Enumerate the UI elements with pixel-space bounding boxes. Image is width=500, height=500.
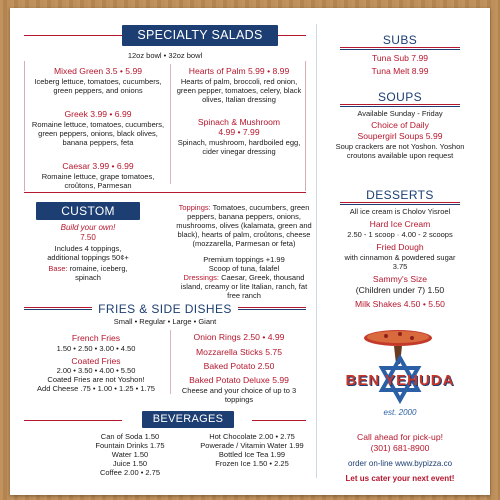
column-divider xyxy=(170,64,171,184)
phone-number[interactable]: (301) 681-8900 xyxy=(370,443,430,453)
custom-includes: Includes 4 toppings, additional toppings 50¢+ xyxy=(47,244,129,262)
custom-toppings xyxy=(176,203,312,248)
divider xyxy=(24,420,122,421)
divider xyxy=(340,104,460,107)
soups-note: Soup crackers are not Yoshon. Yoshon croutons available upon request xyxy=(335,142,465,160)
coated-fries-prices: 2.00 • 3.50 • 4.00 • 5.50 xyxy=(56,366,136,375)
baked-potato-title: Baked Potato 2.50 xyxy=(203,361,275,371)
fries-sizes: Small • Regular • Large • Giant xyxy=(113,317,217,326)
column-divider xyxy=(316,24,317,478)
baked-potato-deluxe-title: Baked Potato Deluxe 5.99 xyxy=(189,375,289,385)
divider xyxy=(278,35,306,36)
salad-spinach-price: 4.99 • 7.99 xyxy=(218,127,260,137)
salad-spinach-title: Spinach & Mushroom xyxy=(197,117,281,127)
custom-price: 7.50 xyxy=(80,233,96,242)
custom-dressings xyxy=(176,273,312,300)
salad-caesar-desc: Romaine lettuce, grape tomatoes, croûtons, Parmesan xyxy=(41,172,155,190)
custom-base-label: Base: xyxy=(48,264,68,273)
custom-toppings-label: Toppings: xyxy=(178,203,211,212)
beverage-item: Powerade / Vitamin Water 1.99 xyxy=(200,441,304,450)
custom-base xyxy=(36,264,140,282)
french-fries-prices: 1.50 • 2.50 • 3.00 • 4.50 xyxy=(56,344,136,353)
desserts-header: DESSERTS xyxy=(366,188,434,202)
salads-header: SPECIALTY SALADS xyxy=(122,25,278,46)
custom-base-text: romaine, iceberg, spinach xyxy=(67,264,128,282)
custom-scoop: Scoop of tuna, falafel xyxy=(208,264,280,273)
divider xyxy=(24,192,306,193)
soups-header: SOUPS xyxy=(377,90,422,104)
sammys-size-title: Sammy's Size xyxy=(372,274,428,284)
beverage-item: Water 1.50 xyxy=(111,450,149,459)
desserts-cholov: All ice cream is Cholov Yisroel xyxy=(349,207,451,216)
beverages-right xyxy=(194,432,310,468)
mozzarella-sticks-title: Mozzarella Sticks 5.75 xyxy=(196,347,282,357)
soups-availability: Available Sunday - Friday xyxy=(357,109,443,118)
beverage-item: Juice 1.50 xyxy=(112,459,148,468)
fried-dough-desc: with cinnamon & powdered sugar 3.75 xyxy=(344,253,456,271)
beverage-item: Fountain Drinks 1.75 xyxy=(95,441,165,450)
beverage-item: Bottled Ice Tea 1.99 xyxy=(218,450,286,459)
coated-fries-note: Coated Fries are not Yoshon! xyxy=(47,375,145,384)
salad-caesar-title: Caesar 3.99 • 6.99 xyxy=(62,161,134,171)
subs-header: SUBS xyxy=(382,33,418,47)
beverage-item: Frozen Ice 1.50 • 2.25 xyxy=(215,459,289,468)
salad-hearts-of-palm-desc: Hearts of palm, broccoli, red onion, green pepper, tomatoes, celery, black olives, Italian dressing xyxy=(176,77,302,104)
divider xyxy=(252,420,306,421)
column-divider xyxy=(170,330,171,394)
coated-fries-title: Coated Fries xyxy=(71,356,121,366)
salad-greek-desc: Romaine lettuce, tomatoes, cucumbers, green peppers, onions, black olives, banana peppers, feta xyxy=(31,120,165,147)
order-online-link[interactable]: order on-line www.bypizza.co xyxy=(347,459,453,468)
salad-greek-title: Greek 3.99 • 6.99 xyxy=(64,109,132,119)
beverage-item: Coffee 2.00 • 2.75 xyxy=(99,468,161,477)
fries-title-wrap xyxy=(24,300,306,318)
salad-mixed-green-title: Mixed Green 3.5 • 5.99 xyxy=(53,66,143,76)
custom-header: CUSTOM xyxy=(36,202,140,220)
salad-sizes: 12oz bowl • 32oz bowl xyxy=(127,51,203,60)
divider xyxy=(340,47,460,50)
beverage-item: Can of Soda 1.50 xyxy=(100,432,160,441)
salad-spinach-desc: Spinach, mushroom, hardboiled egg, cider vinegar dressing xyxy=(177,138,301,156)
add-cheese: Add Cheese .75 • 1.00 • 1.25 • 1.75 xyxy=(37,384,155,393)
milk-shakes: Milk Shakes 4.50 • 5.50 xyxy=(355,299,445,309)
hard-ice-cream-prices: 2.50 - 1 scoop · 4.00 - 2 scoops xyxy=(347,230,453,239)
hard-ice-cream-title: Hard Ice Cream xyxy=(369,219,431,229)
ben-yehuda-logo xyxy=(336,324,464,422)
fried-dough-title: Fried Dough xyxy=(376,242,424,252)
soups-choice: Choice of Daily xyxy=(371,120,429,130)
custom-toppings-text: Tomatoes, cucumbers, green peppers, banana peppers, onions, mushrooms, olives (kalamata, green and black), hearts of palm, croûtons, cheese (mozzarella, Parmesan or feta) xyxy=(176,203,312,248)
call-ahead: Call ahead for pick-up! xyxy=(357,432,443,442)
soups-soupergirl: Soupergirl Soups 5.99 xyxy=(357,131,443,141)
divider xyxy=(340,202,460,205)
beverage-item: Hot Chocolate 2.00 • 2.75 xyxy=(209,432,295,441)
logo-est: est. 2000 xyxy=(383,408,417,417)
logo-name: BEN YEHUDA xyxy=(345,372,455,389)
sammys-size-desc: (Children under 7) 1.50 xyxy=(355,285,445,295)
custom-build-label: Build your own! xyxy=(60,223,116,232)
baked-potato-deluxe-desc: Cheese and your choice of up to 3 toppings xyxy=(181,386,297,404)
salad-mixed-green-desc: Iceberg lettuce, tomatoes, cucumbers, green peppers, and onions xyxy=(34,77,162,95)
fries-header: FRIES & SIDE DISHES xyxy=(92,302,238,316)
divider xyxy=(24,35,122,36)
menu-page xyxy=(10,8,490,495)
french-fries-title: French Fries xyxy=(71,333,121,343)
beverages-left xyxy=(80,432,180,477)
custom-premium: Premium toppings +1.99 xyxy=(203,255,285,264)
custom-dressings-text: Caesar, Greek, thousand island, creamy or lite Italian, ranch, fat free ranch xyxy=(180,273,308,300)
sub-tuna: Tuna Sub 7.99 xyxy=(371,53,429,63)
salad-hearts-of-palm-title: Hearts of Palm 5.99 • 8.99 xyxy=(188,66,290,76)
cater-tagline: Let us cater your next event! xyxy=(345,474,455,483)
sub-tuna-melt: Tuna Melt 8.99 xyxy=(371,66,429,76)
onion-rings-title: Onion Rings 2.50 • 4.99 xyxy=(193,332,285,342)
beverages-header: BEVERAGES xyxy=(142,411,234,428)
custom-dressings-label: Dressings: xyxy=(183,273,219,282)
